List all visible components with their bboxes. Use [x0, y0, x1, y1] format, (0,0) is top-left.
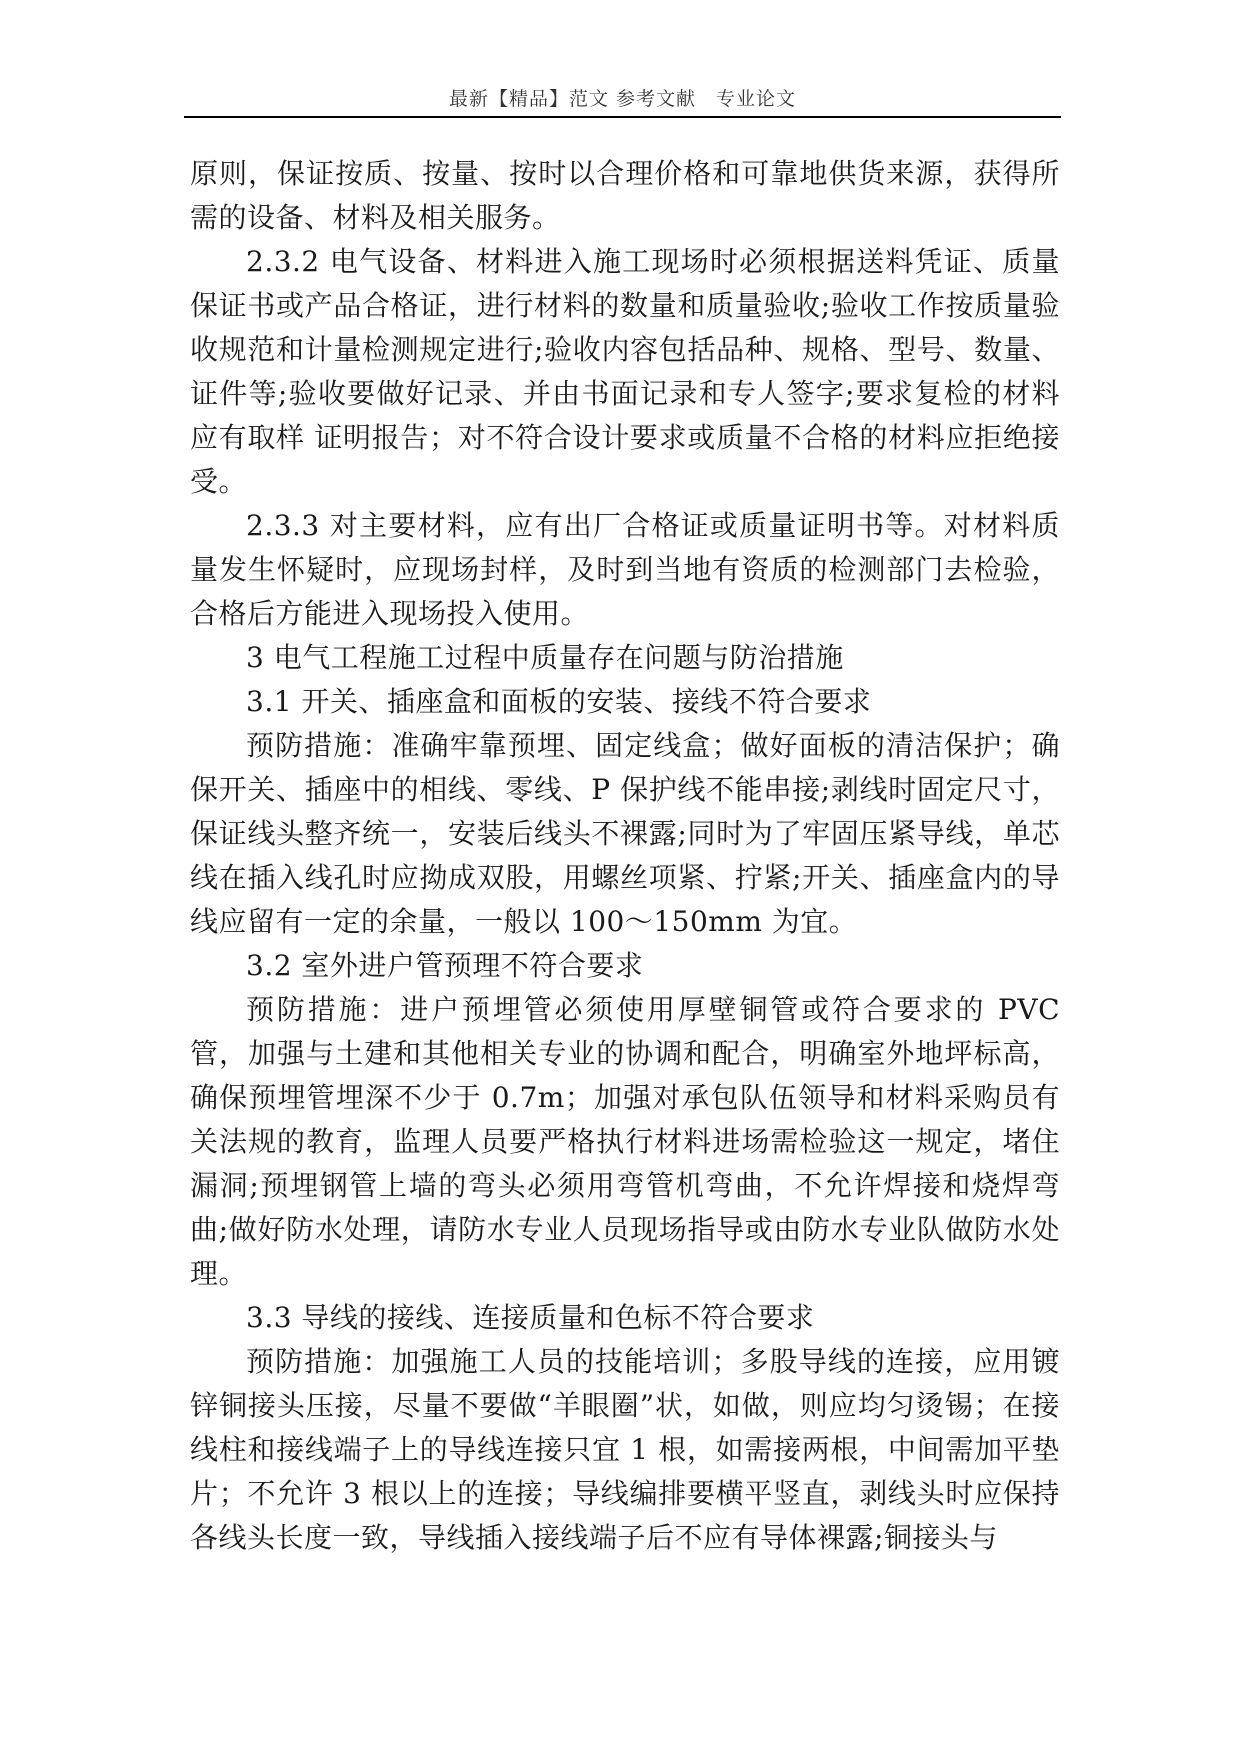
subsection-heading-3-3: 3.3 导线的接线、连接质量和色标不符合要求 — [246, 1301, 815, 1334]
paragraph-2-3-2: 2.3.2 电气设备、材料进入施工现场时必须根据送料凭证、质量保证书或产品合格证，进行材料的数量和质量验收;验收工作按质量验收规范和计量检测规定进行;验收内容包括品种、规格、型号、数量、证件等;验收要做好记录、并由书面记录和专人签字;要求复检的材料应有取样 证明报告；对不符合设计要求或质量不合格的材料应拒绝接受。 — [190, 245, 1060, 498]
subsection-heading-3-1: 3.1 开关、插座盒和面板的安装、接线不符合要求 — [246, 685, 872, 718]
section-heading-3: 3 电气工程施工过程中质量存在问题与防治措施 — [246, 641, 844, 674]
paragraph-3-3-measures: 预防措施：加强施工人员的技能培训；多股导线的连接，应用镀锌铜接头压接，尽量不要做“羊眼圈”状，如做，则应均匀烫锡；在接线柱和接线端子上的导线连接只宜 1 根，如需接两根，中间需加平垫片；不允许 3 根以上的连接；导线编排要横平竖直，剥线头时应保持各线头长度一致，导线插入接线端子后不应有导体裸露;铜接头与 — [190, 1345, 1060, 1554]
paragraph-3-1-measures: 预防措施：准确牢靠预埋、固定线盒；做好面板的清洁保护；确保开关、插座中的相线、零线、P 保护线不能串接;剥线时固定尺寸，保证线头整齐统一，安装后线头不裸露;同时为了牢固压紧导线，单芯线在插入线孔时应拗成双股，用螺丝项紧、拧紧;开关、插座盒内的导线应留有一定的余量，一般以 100～150mm 为宜。 — [190, 729, 1060, 938]
header-divider — [184, 116, 1061, 118]
subsection-heading-3-2: 3.2 室外进户管预理不符合要求 — [246, 949, 644, 982]
document-body — [190, 152, 1060, 1560]
paragraph-1: 原则，保证按质、按量、按时以合理价格和可靠地供货来源，获得所需的设备、材料及相关服务。 — [190, 157, 1060, 234]
paragraph-3-2-measures: 预防措施：进户预埋管必须使用厚壁铜管或符合要求的 PVC 管，加强与土建和其他相关专业的协调和配合，明确室外地坪标高，确保预埋管埋深不少于 0.7m；加强对承包队伍领导和材料采购员有关法规的教育，监理人员要严格执行材料进场需检验这一规定，堵住漏洞;预埋钢管上墙的弯头必须用弯管机弯曲，不允许焊接和烧焊弯曲;做好防水处理，请防水专业人员现场指导或由防水专业队做防水处理。 — [190, 993, 1060, 1290]
page-header: 最新【精品】范文 参考文献 专业论文 — [448, 88, 797, 110]
paragraph-2-3-3: 2.3.3 对主要材料，应有出厂合格证或质量证明书等。对材料质量发生怀疑时，应现场封样，及时到当地有资质的检测部门去检验，合格后方能进入现场投入使用。 — [190, 509, 1060, 630]
